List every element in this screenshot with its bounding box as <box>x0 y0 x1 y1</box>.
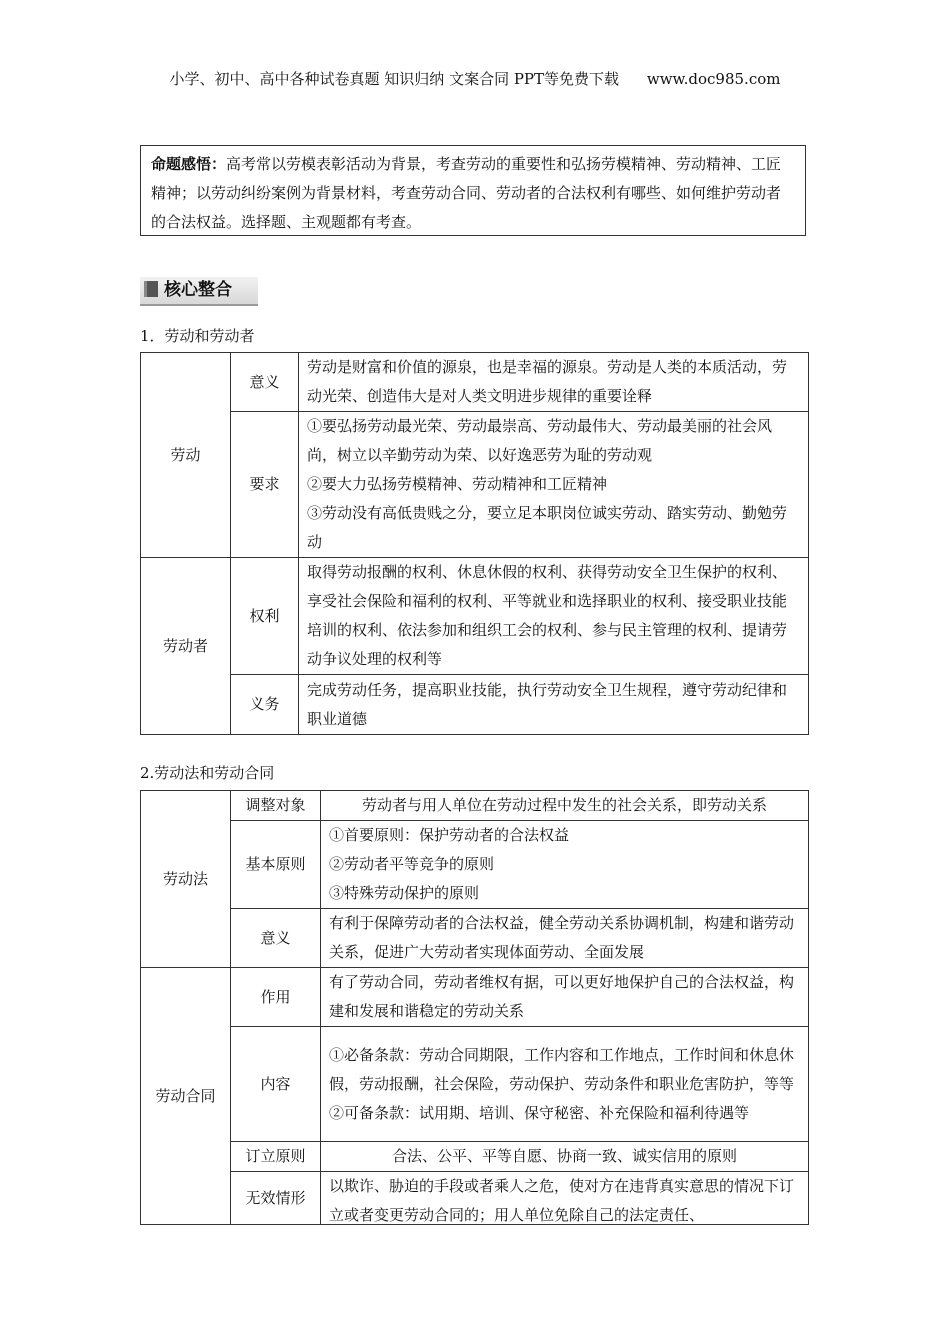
value-line: ①要弘扬劳动最光荣、劳动最崇高、劳动最伟大、劳动最美丽的社会风尚，树立以辛勤劳动为荣、以好逸恶劳为耻的劳动观 <box>307 417 773 464</box>
value-line: ①首要原则：保护劳动者的合法权益 <box>329 826 570 844</box>
key-cell: 意义 <box>231 909 321 968</box>
group-cell: 劳动 <box>141 353 231 558</box>
group-cell: 劳动合同 <box>141 968 231 1225</box>
intro-box <box>140 145 806 236</box>
group-cell: 劳动者 <box>141 558 231 735</box>
value-line: ③劳动没有高低贵贱之分，要立足本职岗位诚实劳动、踏实劳动、勤勉劳动 <box>307 504 788 551</box>
header-text: 小学、初中、高中各种试卷真题 知识归纳 文案合同 PPT等免费下载 <box>169 70 620 88</box>
value-line: ③特殊劳动保护的原则 <box>329 884 480 902</box>
key-cell: 要求 <box>231 412 299 558</box>
value-cell <box>299 558 809 675</box>
key-cell: 意义 <box>231 353 299 412</box>
section-title <box>140 277 258 306</box>
value-cell <box>321 1142 809 1172</box>
table1-heading: 1．劳动和劳动者 <box>140 327 255 345</box>
key-cell: 基本原则 <box>231 821 321 909</box>
table2-heading: 2.劳动法和劳动合同 <box>140 764 275 782</box>
intro-label: 命题感悟： <box>151 155 227 173</box>
key-cell: 义务 <box>231 675 299 735</box>
key-cell: 作用 <box>231 968 321 1027</box>
value-cell <box>321 821 809 909</box>
value-line: ②劳动者平等竞争的原则 <box>329 855 495 873</box>
value-line: 有利于保障劳动者的合法权益，健全劳动关系协调机制，构建和谐劳动关系，促进广大劳动者实现体面劳动、全面发展 <box>329 914 795 961</box>
value-cell <box>321 968 809 1027</box>
value-cell <box>321 1027 809 1142</box>
key-cell: 无效情形 <box>231 1172 321 1225</box>
section-title-text: 核心整合 <box>164 280 232 300</box>
value-line: 合法、公平、平等自愿、协商一致、诚实信用的原则 <box>391 1147 737 1165</box>
key-cell: 内容 <box>231 1027 321 1142</box>
value-cell <box>299 412 809 558</box>
section-marker-icon <box>144 281 158 297</box>
value-line: 取得劳动报酬的权利、休息休假的权利、获得劳动安全卫生保护的权利、享受社会保险和福利的权利、平等就业和选择职业的权利、接受职业技能培训的权利、依法参加和组织工会的权利、参与民主管理的权利、提请劳动争议处理的权利等 <box>307 563 788 668</box>
header-url: www.doc985.com <box>646 70 781 88</box>
value-line: 完成劳动任务，提高职业技能，执行劳动安全卫生规程，遵守劳动纪律和职业道德 <box>307 680 788 728</box>
value-line: 劳动是财富和价值的源泉，也是幸福的源泉。劳动是人类的本质活动，劳动光荣、创造伟大是对人类文明进步规律的重要诠释 <box>307 358 788 405</box>
value-cell <box>321 1172 809 1225</box>
value-line: 劳动者与用人单位在劳动过程中发生的社会关系，即劳动关系 <box>361 796 767 814</box>
value-cell <box>299 675 809 735</box>
value-cell <box>321 791 809 821</box>
value-cell <box>321 909 809 968</box>
key-cell: 权利 <box>231 558 299 675</box>
value-line: ①必备条款：劳动合同期限，工作内容和工作地点，工作时间和休息休假，劳动报酬，社会保险，劳动保护、劳动条件和职业危害防护，等等 <box>329 1045 795 1093</box>
key-cell: 订立原则 <box>231 1142 321 1172</box>
value-line: 有了劳动合同，劳动者维权有据，可以更好地保护自己的合法权益，构建和发展和谐稳定的劳动关系 <box>329 973 795 1020</box>
group-cell: 劳动法 <box>141 791 231 968</box>
intro-text: 高考常以劳模表彰活动为背景，考查劳动的重要性和弘扬劳模精神、劳动精神、工匠精神；以劳动纠纷案例为背景材料，考查劳动合同、劳动者的合法权利有哪些、如何维护劳动者的合法权益。选择题、主观题都有考查。 <box>151 155 782 231</box>
value-line: ②要大力弘扬劳模精神、劳动精神和工匠精神 <box>307 475 608 493</box>
value-line: ②可备条款：试用期、培训、保守秘密、补充保险和福利待遇等 <box>329 1103 750 1122</box>
labor-table <box>140 352 809 735</box>
labor-law-table <box>140 790 809 1225</box>
value-line: 以欺诈、胁迫的手段或者乘人之危，使对方在违背真实意思的情况下订立或者变更劳动合同的；用人单位免除自己的法定责任、 <box>329 1177 795 1224</box>
value-cell <box>299 353 809 412</box>
key-cell: 调整对象 <box>231 791 321 821</box>
page-header <box>0 68 950 89</box>
